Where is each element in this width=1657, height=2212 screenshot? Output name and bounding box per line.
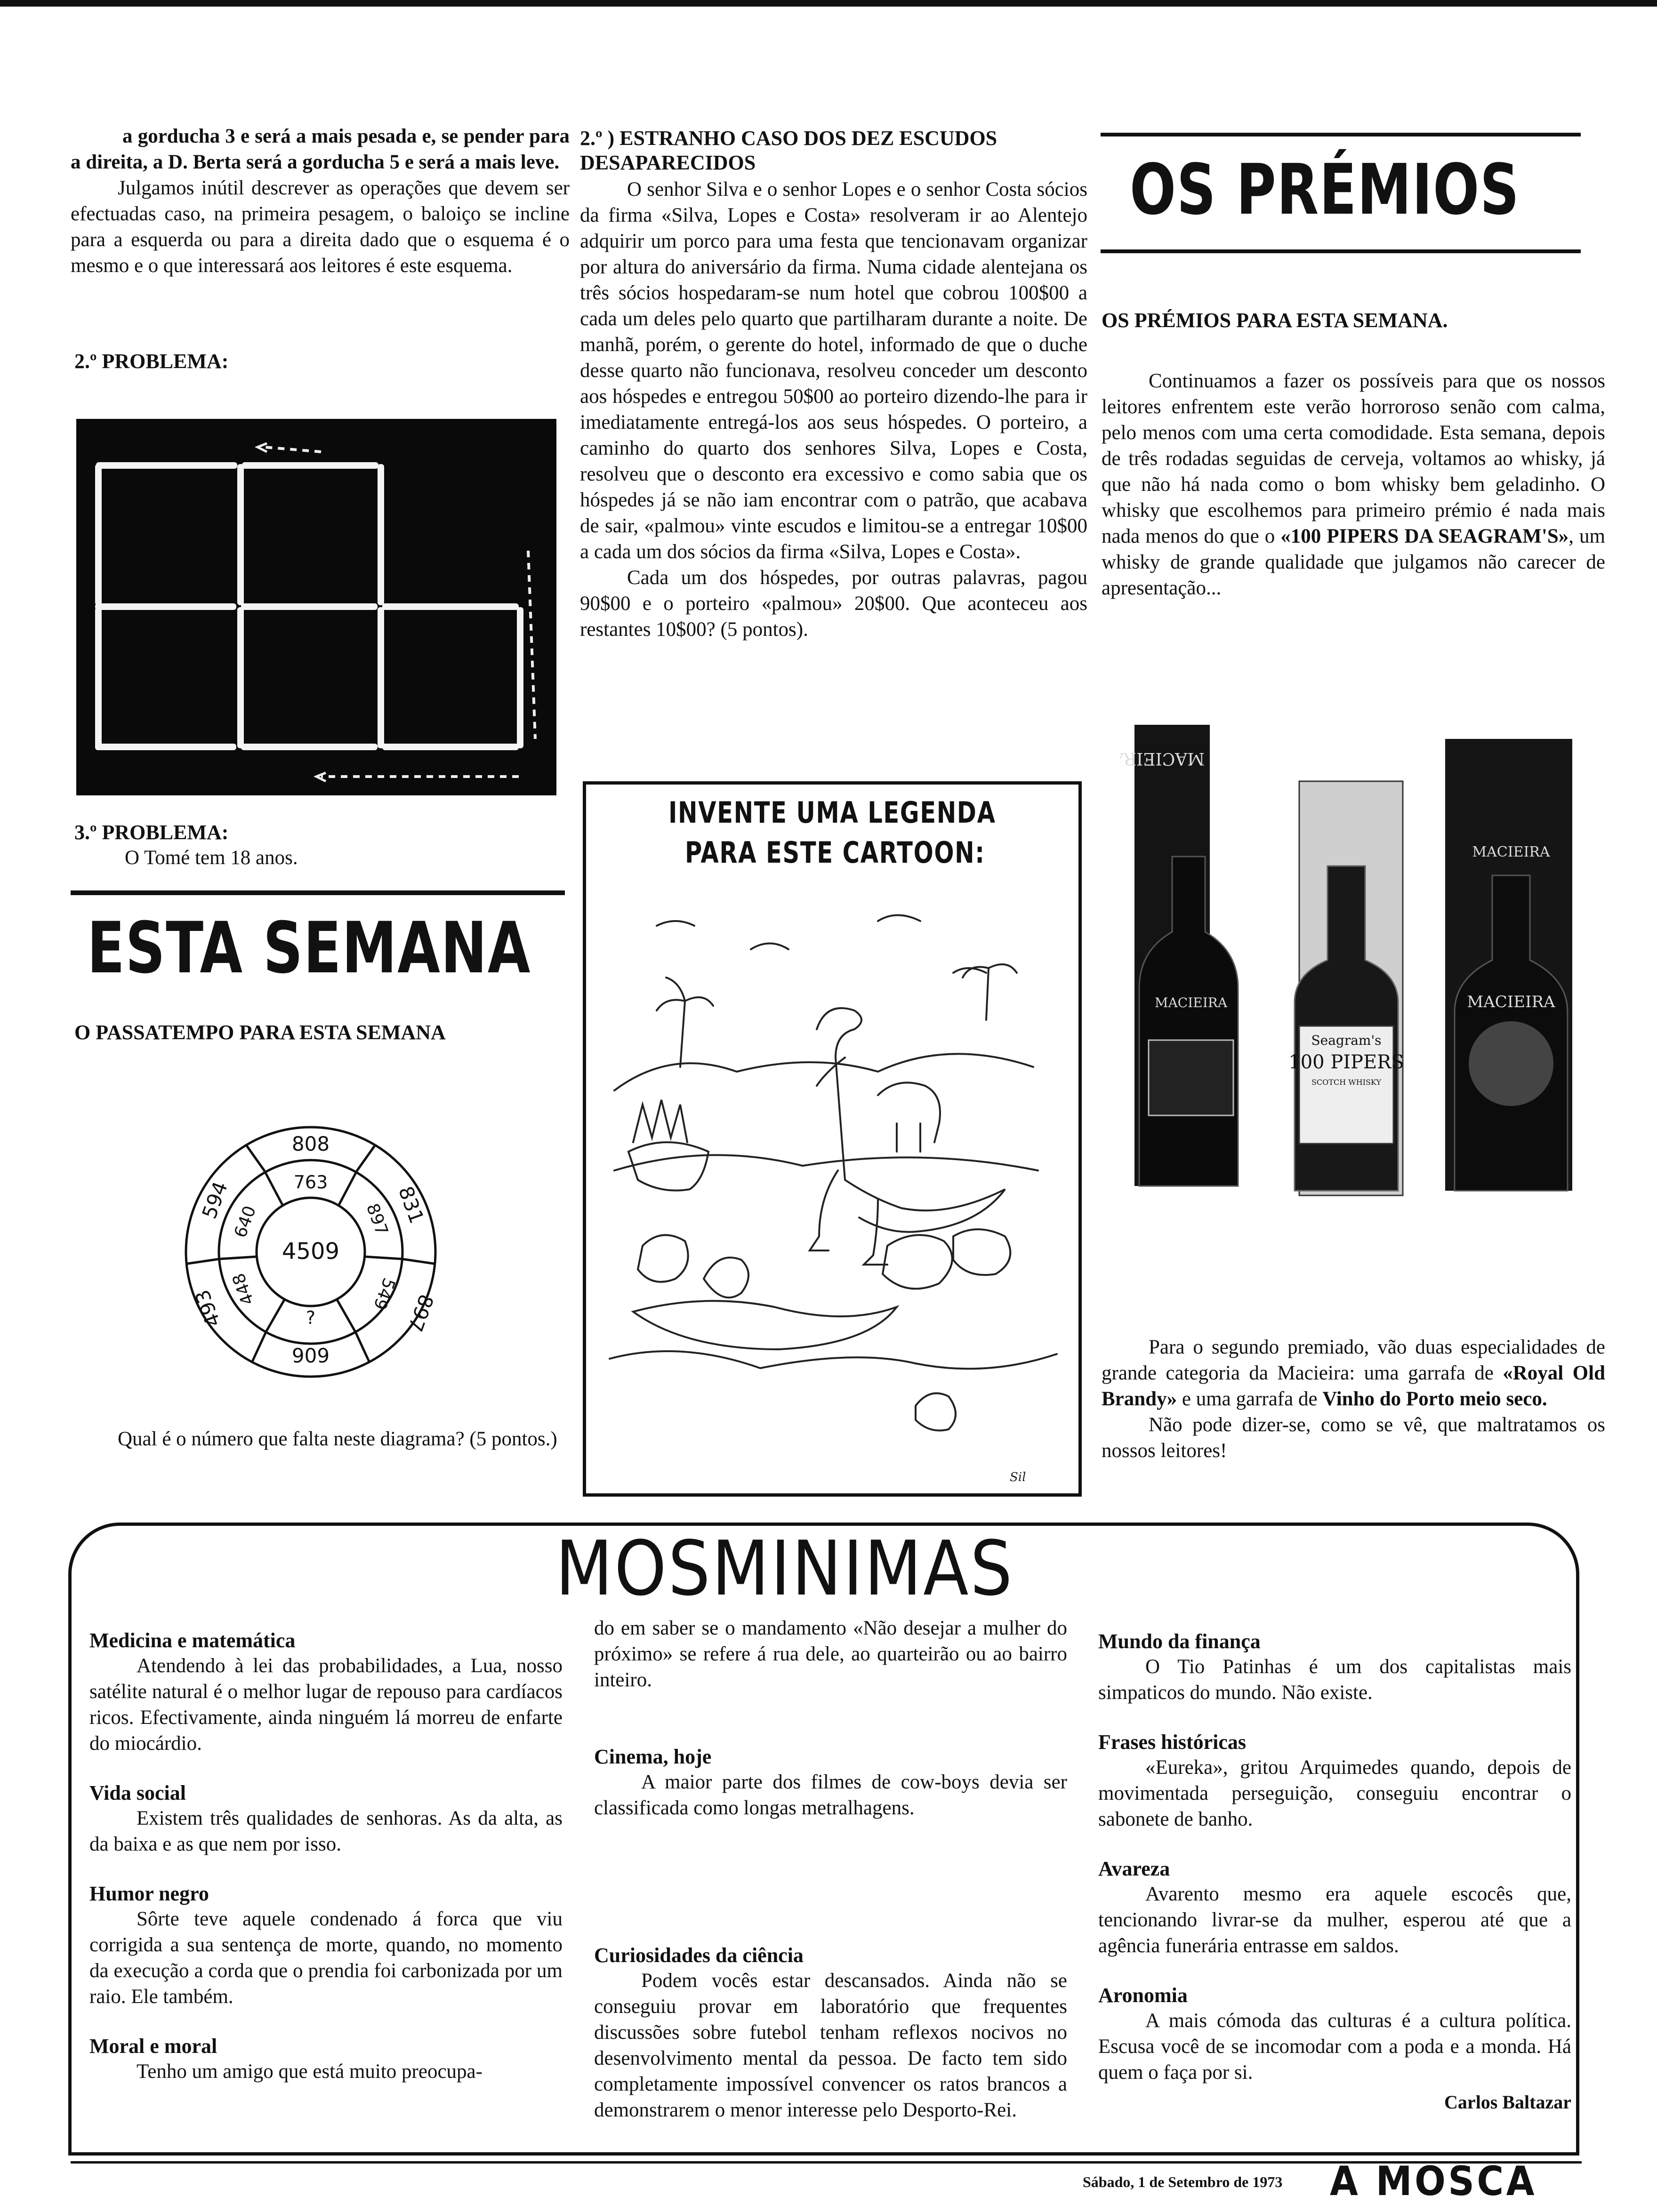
- premios-brandy: «Royal Old Brandy»: [1102, 1362, 1605, 1410]
- esta-semana-title: ESTA SEMANA: [87, 907, 531, 989]
- mos-item-curiosidades: [594, 1943, 1067, 2123]
- diagram-question: [71, 1426, 565, 1452]
- premios-para1: [1102, 368, 1605, 601]
- wheel-inner-lower-right: 549: [369, 1275, 399, 1313]
- mos-item-financa: [1098, 1629, 1571, 1706]
- cartoon-box: [583, 781, 1082, 1497]
- mos-item-vida-social: [89, 1781, 563, 1857]
- wheel-inner-upper-left: 640: [231, 1203, 260, 1241]
- premios-para3: Não pode dizer-se, como se vê, que maltratamos os nossos leitores!: [1102, 1414, 1605, 1462]
- wheel-inner-lower-left: 448: [229, 1270, 258, 1308]
- mos-heading: Humor negro: [89, 1882, 209, 1905]
- wheel-inner-bottom: ?: [306, 1307, 316, 1328]
- matchstick-puzzle-photo: [76, 419, 556, 795]
- mos-heading: Avareza: [1098, 1857, 1170, 1880]
- premios-para1-a: Continuamos a fazer os possíveis para que os nossos leitores enfrentem este verão horroroso senão com calma, pelo menos com uma certa comodidade. Esta semana, depois de três rodadas seguidas de cerveja, voltamos ao whisky, já que não há nada como o bom whisky bem geladinho. O whisky que escolhemos para primeiro prémio é nada mais nada menos do que o: [1102, 370, 1605, 547]
- premios-bottom-rule: [1101, 249, 1581, 253]
- mosminimas-signature: Carlos Baltazar: [1444, 2092, 1571, 2113]
- premios-porto: Vinho do Porto meio seco.: [1322, 1388, 1547, 1410]
- esta-semana-rule: [71, 890, 565, 895]
- wheel-outer-upper-left: 594: [197, 1178, 233, 1222]
- mos-heading: Aronomia: [1098, 1984, 1188, 2007]
- cartoon-signature: Sil: [1010, 1470, 1026, 1484]
- mos-heading: Frases históricas: [1098, 1731, 1247, 1754]
- top-border: [0, 0, 1657, 7]
- footer-masthead: A MOSCA: [1330, 2158, 1537, 2205]
- mos-item-avareza: [1098, 1857, 1571, 1959]
- mos-text: Podem vocês estar descansados. Ainda não se conseguiu provar em laboratório que frequentes discussões sobre futebol tenham reflexos nocivos no desenvolvimento mental da pessoa. De facto tem sido completamente impossível convencer os ratos brancos a demonstrarem o menor interesse pelo Desporto-Rei.: [594, 1970, 1067, 2121]
- premios-para2-b: e uma garrafa de: [1177, 1388, 1323, 1410]
- mosminimas-col2: [594, 1615, 1067, 2148]
- premios-top-rule: [1101, 133, 1581, 136]
- problem2-heading: 2.º PROBLEMA:: [74, 350, 229, 373]
- wheel-inner-upper-right: 897: [362, 1201, 392, 1238]
- number-wheel-diagram: [165, 1118, 457, 1386]
- premios-title: OS PRÉMIOS: [1130, 149, 1520, 230]
- mos-continuation: do em saber se o mandamento «Não desejar a mulher do próximo» se refere á rua dele, ao quarteirão ou ao bairro inteiro.: [594, 1617, 1067, 1691]
- mos-heading: Moral e moral: [89, 2035, 217, 2058]
- left-column-intro: [71, 123, 570, 279]
- bottle2-sub: SCOTCH WHISKY: [1311, 1078, 1382, 1087]
- mos-item-frases: [1098, 1730, 1571, 1832]
- mos-heading: Medicina e matemática: [89, 1629, 296, 1652]
- problem3-answer: O Tomé tem 18 anos.: [125, 847, 298, 869]
- mos-text: Existem três qualidades de senhoras. As da alta, as da baixa e as que nem por isso.: [89, 1807, 563, 1855]
- bottle3-label: MACIEIRA: [1467, 993, 1555, 1011]
- passatempo-subtitle: O PASSATEMPO PARA ESTA SEMANA: [74, 1021, 446, 1044]
- intro-bold-text: a gorducha 3 e será a mais pesada e, se pender para a direita, a D. Berta será a gorducha 5 e será a mais leve.: [71, 125, 570, 173]
- mos-item-aronomia: [1098, 1983, 1571, 2085]
- mos-text: Sôrte teve aquele condenado á forca que viu corrigida a sua sentença de morte, quando, no momento da execução a corda que o prendia foi carbonizada por um raio. Ele também.: [89, 1908, 563, 2008]
- mos-text: A maior parte dos filmes de cow-boys devia ser classificada como longas metralhagens.: [594, 1771, 1067, 1819]
- premios-para2: [1102, 1334, 1605, 1464]
- mos-text: Avarento mesmo era aquele escocês que, tencionando livrar-se da mulher, esperou até que a agência funerária entrasse em saldos.: [1098, 1883, 1571, 1957]
- mosminimas-col3: [1098, 1629, 1571, 2115]
- middle-story-para1: O senhor Silva e o senhor Lopes e o senhor Costa sócios da firma «Silva, Lopes e Costa» resolveram ir ao Alentejo adquirir um porco para uma festa que tencionavam organizar por altura do aniversário da firma. Numa cidade alentejana os três sócios hospedaram-se num hotel que cobrou 100$00 a cada um deles pelo quarto que partilharam durante a noite. De manhã, porém, o gerente do hotel, informado de que o duche desse quarto não funcionava, resolveu conceder um desconto aos hóspedes e entregou 50$00 ao porteiro dizendo-lhe para ir imediatamente entregá-los aos seus hóspedes. O porteiro, a caminho do quarto dos senhores Silva, Lopes e Costa, resolveu que o desconto era excessivo e como sabia que os hóspedes já se não iam encontrar com o patrão, que acabava de sair, «palmou» vinte escudos e limitou-se a entregar 10$00 a cada um dos sócios da firma «Silva, Lopes e Costa».: [580, 178, 1087, 563]
- mos-item-moral: [89, 2034, 563, 2084]
- mos-item-medicina: [89, 1628, 563, 1756]
- bottle1-label: MACIEIRA: [1154, 995, 1228, 1010]
- cartoon-title-line1: INVENTE UMA LEGENDA: [668, 795, 996, 830]
- dinosaur-cartoon-drawing: [595, 888, 1071, 1491]
- premios-subtitle: OS PRÉMIOS PARA ESTA SEMANA.: [1102, 309, 1448, 332]
- bottle2-label: 100 PIPERS: [1288, 1051, 1404, 1073]
- middle-story: [580, 176, 1087, 642]
- mos-heading: Curiosidades da ciência: [594, 1944, 804, 1967]
- wheel-outer-upper-right: 831: [394, 1183, 429, 1227]
- mos-text: A mais cómoda das culturas é a cultura política. Escusa você de se incomodar com a poda e a monda. Há quem o faça por si.: [1098, 2010, 1571, 2084]
- mos-text: «Eureka», gritou Arquimedes quando, depois de movimentada perseguição, conseguiu encontrar o sabonete de banho.: [1098, 1756, 1571, 1830]
- movement-arrows: [76, 419, 556, 795]
- premios-para2-a: Para o segundo premiado, vão duas especialidades de grande categoria da Macieira: uma garrafa de: [1102, 1336, 1605, 1384]
- mos-heading: Cinema, hoje: [594, 1745, 712, 1768]
- mosminimas-title: MOSMINIMAS: [555, 1524, 1014, 1612]
- wheel-outer-bottom: 909: [291, 1344, 330, 1367]
- mos-item-humor-negro: [89, 1882, 563, 2010]
- box3-label: MACIEIRA: [1472, 844, 1550, 860]
- middle-heading: 2.º ) ESTRANHO CASO DOS DEZ ESCUDOS DESAPARECIDOS: [580, 127, 997, 174]
- wheel-outer-top: 808: [291, 1132, 330, 1155]
- mos-text: Atendendo à lei das probabilidades, a Lua, nosso satélite natural é o melhor lugar de repouso para cardíacos ricos. Efectivamente, ainda ninguém lá morreu de enfarte do miocárdio.: [89, 1655, 563, 1755]
- mosminimas-col1: [89, 1628, 563, 2109]
- mos-text: O Tio Patinhas é um dos capitalistas mais simpaticos do mundo. Não existe.: [1098, 1656, 1571, 1704]
- problem3-heading: 3.º PROBLEMA:: [74, 821, 229, 844]
- bottle2-brand: Seagram's: [1311, 1033, 1382, 1048]
- footer-date: Sábado, 1 de Setembro de 1973: [1083, 2173, 1283, 2190]
- wheel-center: 4509: [282, 1238, 340, 1265]
- mos-heading: Mundo da finança: [1098, 1630, 1261, 1653]
- bottles-illustration: [1120, 725, 1591, 1205]
- diagram-question-text: Qual é o número que falta neste diagrama? (5 pontos.): [118, 1428, 557, 1450]
- premios-para1-b: , um whisky de grande qualidade que julgamos não carecer de apresentação...: [1102, 525, 1605, 599]
- mos-heading: Vida social: [89, 1781, 186, 1804]
- wheel-outer-lower-left: 493: [190, 1286, 225, 1330]
- premios-first-prize: «100 PIPERS DA SEAGRAM'S»: [1280, 525, 1569, 547]
- mos-text: Tenho um amigo que está muito preocupa-: [137, 2060, 483, 2083]
- prize-bottles-photo: [1120, 725, 1591, 1205]
- wheel-inner-top: 763: [293, 1172, 328, 1193]
- box1-label: MACIEIRA: [1120, 749, 1205, 768]
- middle-story-para2: Cada um dos hóspedes, por outras palavras, pagou 90$00 e o porteiro «palmou» 20$00. Que aconteceu aos restantes 10$00? (5 pontos).: [580, 567, 1087, 641]
- cartoon-title-line2: PARA ESTE CARTOON:: [685, 835, 985, 870]
- wheel-outer-lower-right: 897: [403, 1291, 438, 1335]
- intro-text: Julgamos inútil descrever as operações que devem ser efectuadas caso, na primeira pesagem, o baloiço se incline para a esquerda ou para a direita dado que o esquema é o mesmo e o que interessará aos leitores é este esquema.: [71, 177, 570, 277]
- mos-item-cinema: [594, 1745, 1067, 1821]
